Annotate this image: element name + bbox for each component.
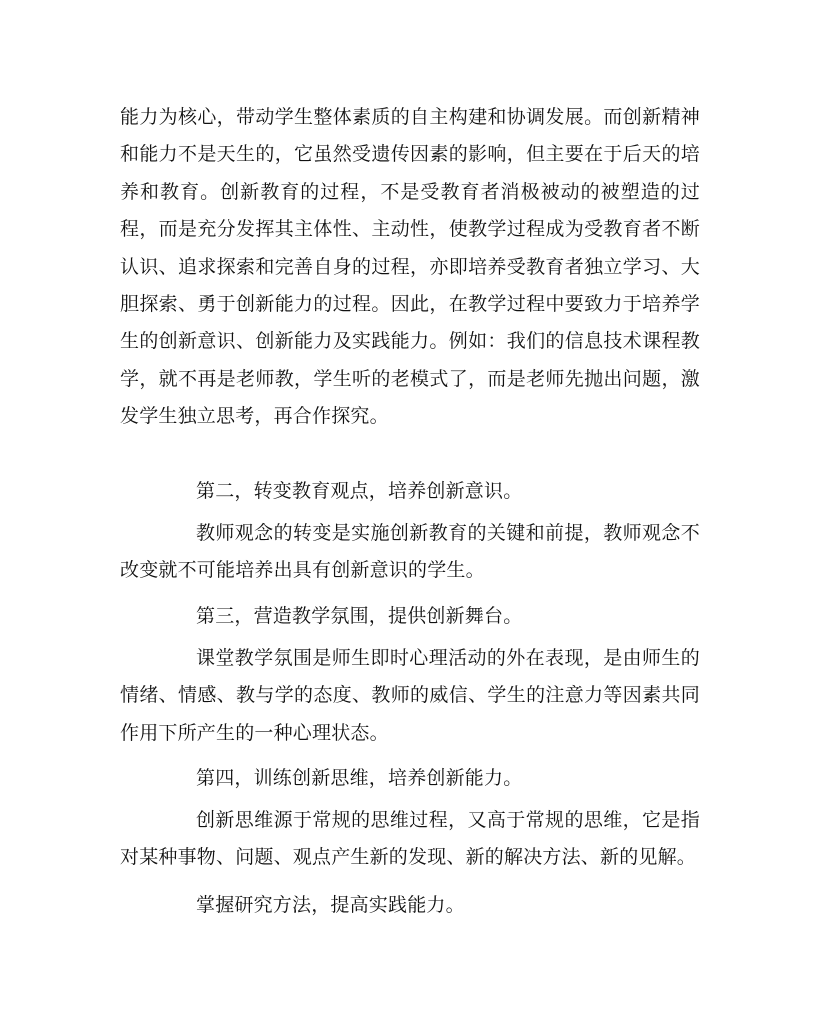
heading-fourth-point: 第四，训练创新思维，培养创新能力。 <box>196 767 523 789</box>
heading-second-point: 第二，转变教育观点，培养创新意识。 <box>196 480 523 502</box>
paragraph-teacher-concept: 教师观念的转变是实施创新教育的关键和前提，教师观念不改变就不可能培养出具有创新意识的学生。 <box>120 522 700 582</box>
paragraph-continuation: 能力为核心，带动学生整体素质的自主构建和协调发展。而创新精神和能力不是天生的，它虽然受遗传因素的影响，但主要在于后天的培养和教育。创新教育的过程，不是受教育者消极被动的被塑造的过程，而是充分发挥其主体性、主动性，使教学过程成为受教育者不断认识、追求探索和完善自身的过程，亦即培养受教育者独立学习、大胆探索、勇于创新能力的过程。因此，在教学过程中要致力于培养学生的创新意识、创新能力及实践能力。例如：我们的信息技术课程教学，就不再是老师教，学生听的老模式了，而是老师先抛出问题，激发学生独立思考，再合作探究。 <box>120 106 700 428</box>
heading-research-methods: 掌握研究方法，提高实践能力。 <box>196 894 465 916</box>
paragraph-classroom-atmosphere: 课堂教学氛围是师生即时心理活动的外在表现，是由师生的情绪、情感、教与学的态度、教师的威信、学生的注意力等因素共同作用下所产生的一种心理状态。 <box>120 647 700 744</box>
paragraph-creative-thinking: 创新思维源于常规的思维过程，又高于常规的思维，它是指对某种事物、问题、观点产生新的发现、新的解决方法、新的见解。 <box>120 809 700 869</box>
heading-third-point: 第三，营造教学氛围，提供创新舞台。 <box>196 605 523 627</box>
